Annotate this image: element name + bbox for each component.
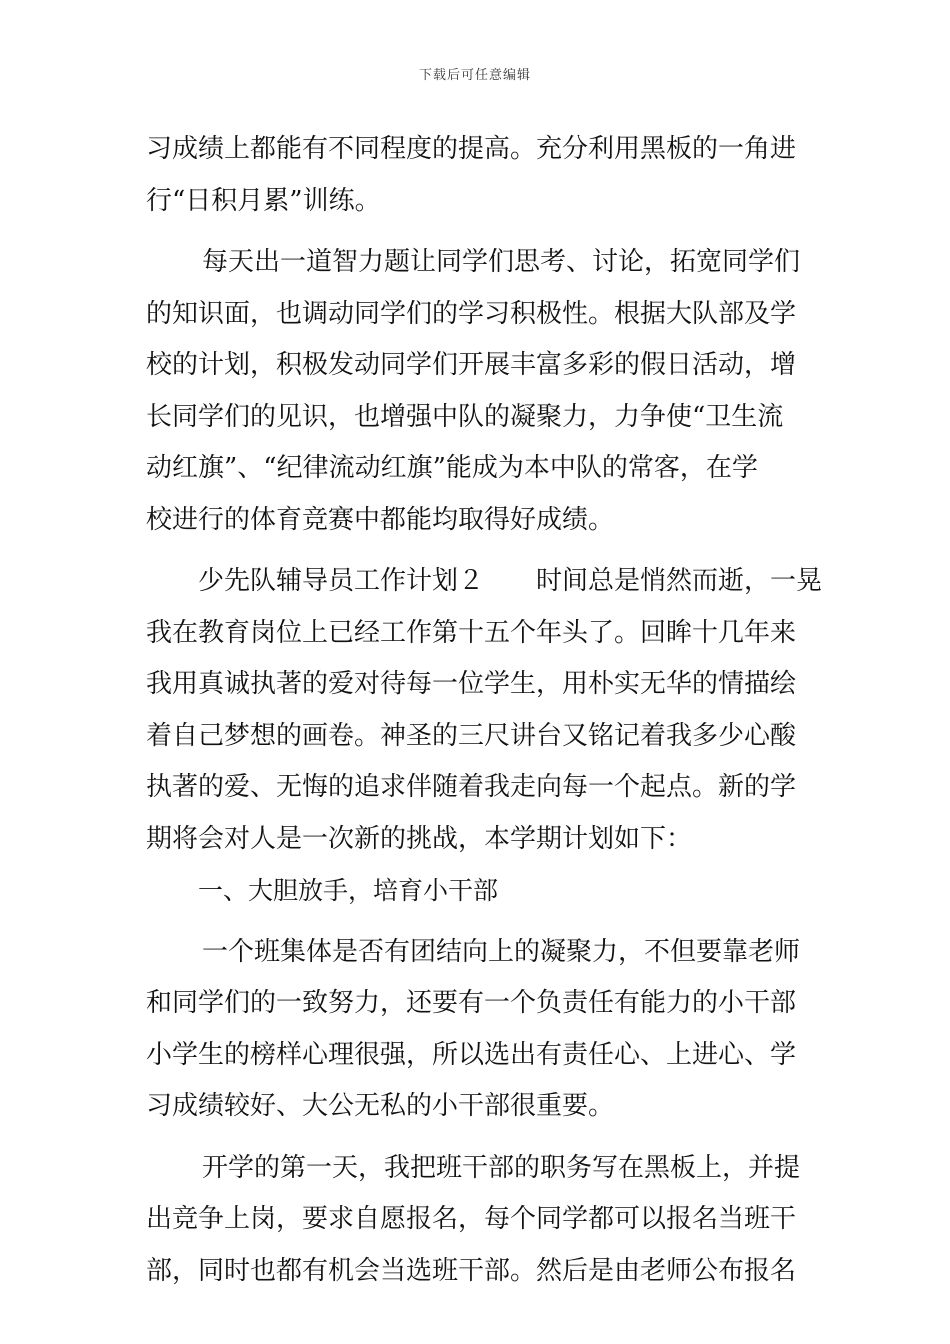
text-line: 校进行的体育竞赛中都能均取得好成绩。 — [146, 504, 615, 535]
document-body — [146, 124, 823, 1297]
text-line: 校的计划，积极发动同学们开展丰富多彩的假日活动，增 — [146, 350, 797, 380]
text-line: 长同学们的见识，也增强中队的凝聚力，力争使“卫生流 — [146, 401, 784, 432]
section-title-line: 少先队辅导员工作计划２ 时间总是悄然而逝，一晃 — [198, 566, 823, 596]
page-header: 下载后可任意编辑 — [418, 68, 531, 83]
text-line: 的知识面，也调动同学们的学习积极性。根据大队部及学 — [146, 298, 797, 329]
text-line: 期将会对人是一次新的挑战，本学期计划如下： — [146, 823, 693, 854]
text-line: 和同学们的一致努力，还要有一个负责任有能力的小干部 — [146, 988, 797, 1018]
paragraph-start-line: 一个班集体是否有团结向上的凝聚力，不但要靠老师 — [202, 936, 801, 967]
text-line: 我在教育岗位上已经工作第十五个年头了。回眸十几年来 — [146, 617, 797, 648]
text-line: 部，同时也都有机会当选班干部。然后是由老师公布报名 — [146, 1255, 797, 1286]
text-line: 动红旗”、“纪律流动红旗”能成为本中队的常客，在学 — [146, 453, 758, 483]
paragraph-start-line: 开学的第一天，我把班干部的职务写在黑板上，并提 — [202, 1152, 801, 1183]
text-line: 习成绩上都能有不同程度的提高。充分利用黑板的一角进 — [146, 134, 797, 164]
text-line: 小学生的榜样心理很强，所以选出有责任心、上进心、学 — [146, 1039, 797, 1070]
text-line: 着自己梦想的画卷。神圣的三尺讲台又铭记着我多少心酸 — [146, 720, 797, 751]
paragraph-start-line: 每天出一道智力题让同学们思考、讨论，拓宽同学们 — [202, 247, 801, 277]
subheading-line: 一、大胆放手，培育小干部 — [198, 876, 499, 905]
text-line: 行“日积月累”训练。 — [146, 185, 381, 216]
text-line: 执著的爱、无悔的追求伴随着我走向每一个起点。新的学 — [146, 772, 797, 802]
text-line: 出竞争上岗，要求自愿报名，每个同学都可以报名当班干 — [146, 1204, 797, 1234]
text-line: 习成绩较好、大公无私的小干部很重要。 — [146, 1091, 615, 1121]
text-line: 我用真诚执著的爱对待每一位学生，用朴实无华的情描绘 — [146, 669, 797, 699]
